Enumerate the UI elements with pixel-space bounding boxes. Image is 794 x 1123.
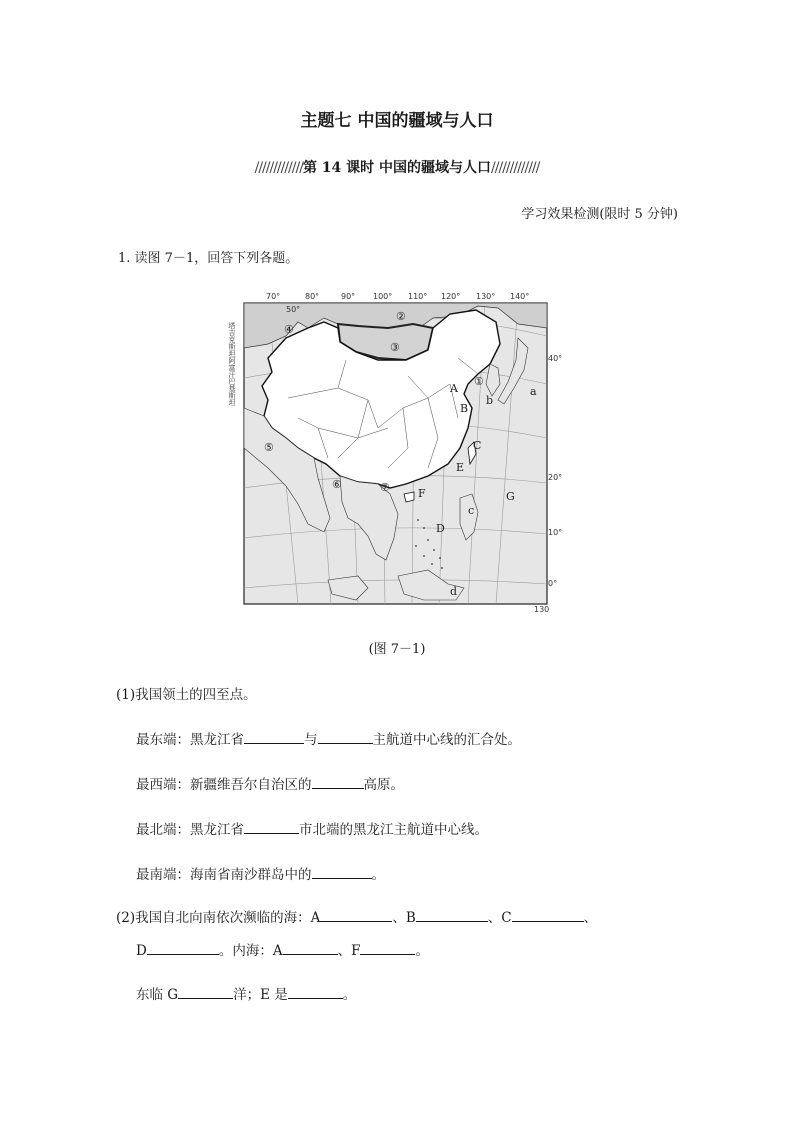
section-label: 学习效果检测(限时 5 分钟) [521, 207, 678, 222]
lon-label: 100° [373, 292, 393, 301]
south-blank[interactable] [312, 864, 372, 879]
part2-end: 。 [415, 943, 429, 959]
part2-line-2 [136, 939, 429, 959]
lesson-subtitle [0, 157, 794, 177]
marker-F: F [418, 487, 426, 500]
north-text-b: 市北端的黑龙江主航道中心线。 [299, 822, 488, 838]
part2-sep-c: 、C [487, 910, 512, 926]
marker-d: d [450, 585, 458, 598]
lon-label: 130° [476, 292, 496, 301]
east-point-line [136, 728, 521, 748]
lon-label: 90° [341, 292, 356, 301]
east-text-c: 主航道中心线的汇合处。 [372, 732, 521, 748]
figure-caption: (图 7－1) [368, 642, 426, 657]
part2-text-a: (2)我国自北向南依次濒临的海：A [116, 910, 321, 926]
marker-7: ⑦ [380, 481, 390, 494]
left-vertical-label: 塔吉克斯坦阿富汗巴基斯坦 [228, 322, 236, 406]
marker-a: a [530, 385, 537, 398]
lat-label: 0° [548, 579, 558, 588]
lon-label: 70° [266, 292, 281, 301]
part2-sep-b: 、B [392, 910, 416, 926]
part1-heading: (1)我国领土的四至点。 [116, 687, 257, 703]
north-blank[interactable] [244, 819, 299, 834]
marker-G: G [506, 490, 515, 503]
east-blank-1[interactable] [244, 729, 304, 744]
marker-2: ② [396, 310, 406, 323]
west-blank[interactable] [312, 774, 364, 789]
part2-line-3 [136, 983, 356, 1003]
part2-sep-end: 、 [583, 910, 598, 926]
part2-text-d: D [136, 943, 147, 959]
strait-blank-E[interactable] [288, 984, 343, 999]
question-1: 1. 读图 7－1，回答下列各题。 [118, 251, 299, 266]
lat-label: 50° [286, 305, 301, 314]
inner-sea-blank-F[interactable] [360, 940, 415, 955]
lon-label: 120° [441, 292, 461, 301]
hatch-left: ///////////// [254, 160, 303, 176]
marker-c: c [468, 504, 475, 517]
north-text-a: 最北端：黑龙江省 [136, 822, 244, 838]
south-point-line [136, 863, 385, 883]
marker-1: ① [474, 375, 484, 388]
marker-4: ④ [284, 323, 294, 336]
east-text-a: 最东端：黑龙江省 [136, 732, 244, 748]
marker-6: ⑥ [332, 478, 342, 491]
hatch-right: ///////////// [491, 160, 540, 176]
bottom-tick: 130 [534, 605, 550, 614]
part2-line-1 [116, 906, 597, 926]
china-map-figure [228, 288, 564, 618]
south-text-a: 最南端：海南省南沙群岛中的 [136, 867, 312, 883]
marker-C: C [473, 439, 482, 452]
east-blank-2[interactable] [318, 729, 373, 744]
sea-blank-D[interactable] [147, 940, 219, 955]
sea-blank-A[interactable] [320, 907, 392, 922]
part2-sep-f: 、F [337, 943, 361, 959]
marker-3: ③ [390, 341, 400, 354]
north-point-line [136, 818, 488, 838]
sea-blank-C[interactable] [512, 907, 584, 922]
hainan-island [404, 492, 414, 502]
marker-D: D [436, 522, 445, 535]
page-title: 主题七 中国的疆域与人口 [300, 111, 494, 131]
marker-B: B [460, 402, 469, 415]
south-text-b: 。 [371, 867, 385, 883]
sea-blank-B[interactable] [416, 907, 488, 922]
lesson-title-text: 第 14 课时 中国的疆域与人口 [302, 160, 492, 176]
marker-5: ⑤ [264, 441, 274, 454]
part2-end-3: 。 [342, 987, 357, 1003]
west-text-b: 高原。 [363, 777, 404, 793]
marker-b: b [486, 394, 494, 407]
marker-A: A [450, 382, 458, 395]
west-text-a: 最西端：新疆维吾尔自治区的 [136, 777, 312, 793]
west-point-line [136, 773, 404, 793]
lon-label: 80° [305, 292, 320, 301]
lat-label: 20° [548, 473, 563, 482]
inner-sea-blank-A[interactable] [283, 940, 338, 955]
lon-label: 110° [408, 292, 428, 301]
lon-label: 140° [510, 292, 530, 301]
map-svg [228, 288, 564, 618]
part2-inner-sea: 。内海：A [218, 943, 283, 959]
part2-text-e: 洋；E 是 [233, 987, 288, 1003]
part2-text-g: 东临 G [136, 987, 179, 1003]
lat-label: 10° [548, 528, 563, 537]
marker-E: E [456, 461, 465, 474]
ocean-blank-G[interactable] [178, 984, 233, 999]
east-text-b: 与 [304, 732, 318, 748]
lat-label: 40° [548, 354, 563, 363]
